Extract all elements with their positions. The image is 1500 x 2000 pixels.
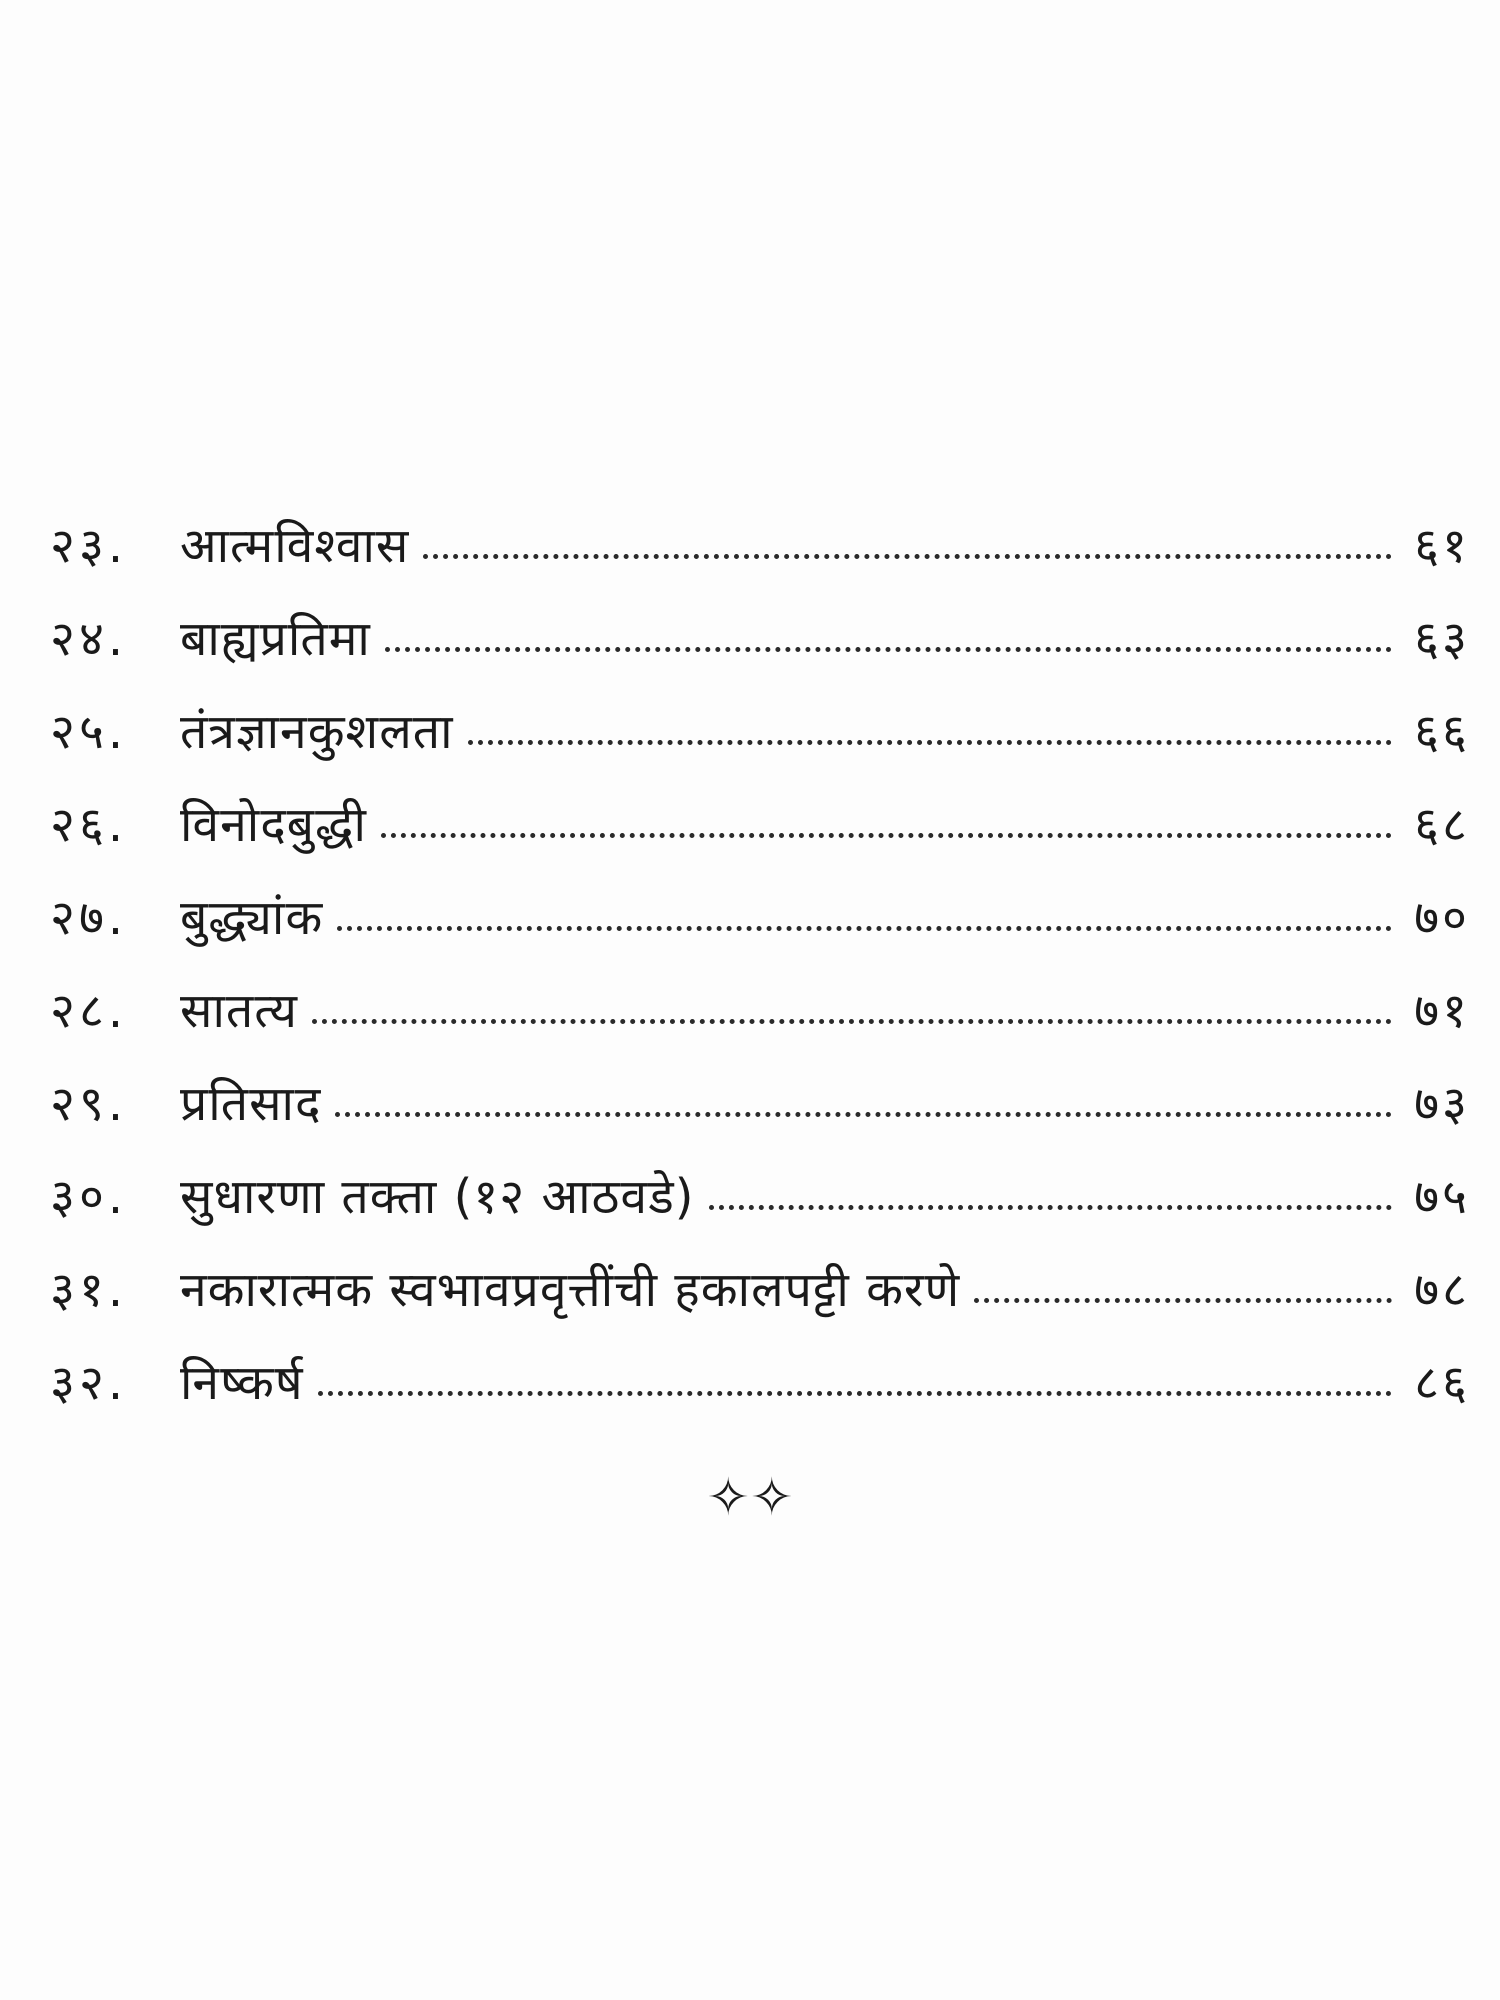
- toc-entry-page: ७०: [1414, 890, 1470, 946]
- toc-entry-29: [50, 1058, 1470, 1151]
- toc-entry-title: विनोदबुद्धी: [180, 797, 367, 853]
- toc-entry-number: ३१.: [50, 1262, 128, 1318]
- toc-entry-page: ७१: [1414, 983, 1470, 1039]
- toc-entry-28: [50, 965, 1470, 1058]
- toc-entry-page: ६३: [1414, 611, 1470, 667]
- dot-leader: [423, 554, 1392, 559]
- dot-leader: [312, 1019, 1392, 1024]
- toc-entry-number: २३.: [50, 518, 128, 574]
- dot-leader: [337, 926, 1392, 931]
- dot-leader: [468, 740, 1392, 745]
- toc-entry-32: [50, 1337, 1470, 1430]
- toc-entry-page: ७८: [1414, 1262, 1470, 1318]
- toc-entry-number: ३२.: [50, 1355, 128, 1411]
- toc-entry-title: निष्कर्ष: [180, 1355, 304, 1411]
- toc-entry-number: २६.: [50, 797, 128, 853]
- toc-entry-31: [50, 1244, 1470, 1337]
- toc-entry-number: ३०.: [50, 1169, 128, 1225]
- toc-entry-26: [50, 779, 1470, 872]
- dot-leader: [335, 1112, 1392, 1117]
- toc-entry-page: ८६: [1414, 1355, 1470, 1411]
- dot-leader: [318, 1391, 1392, 1396]
- toc-entry-title: प्रतिसाद: [180, 1076, 322, 1132]
- toc-entry-title: तंत्रज्ञानकुशलता: [180, 704, 454, 760]
- toc-entry-title: सातत्य: [180, 983, 299, 1039]
- dot-leader: [385, 647, 1392, 652]
- toc-entry-page: ६१: [1414, 518, 1470, 574]
- toc-entry-title: नकारात्मक स्वभावप्रवृत्तींची हकालपट्टी करणे: [180, 1262, 961, 1318]
- toc-entry-30: [50, 1151, 1470, 1244]
- toc-entry-page: ६६: [1414, 704, 1470, 760]
- dot-leader: [381, 833, 1392, 838]
- toc-entry-title: बाह्यप्रतिमा: [180, 611, 371, 667]
- dot-leader: [974, 1298, 1392, 1303]
- toc-entry-page: ७३: [1414, 1076, 1470, 1132]
- toc-entry-27: [50, 872, 1470, 965]
- toc-entry-number: २८.: [50, 983, 128, 1039]
- toc-entry-number: २९.: [50, 1076, 128, 1132]
- table-of-contents: [50, 500, 1470, 1430]
- toc-entry-page: ६८: [1414, 797, 1470, 853]
- toc-entry-number: २४.: [50, 611, 128, 667]
- toc-entry-title: सुधारणा तक्ता (१२ आठवडे): [180, 1169, 695, 1225]
- toc-entry-number: २७.: [50, 890, 128, 946]
- toc-entry-24: [50, 593, 1470, 686]
- end-ornament-icon: ✧✧: [706, 1468, 794, 1528]
- toc-entry-23: [50, 500, 1470, 593]
- toc-entry-title: बुद्ध्यांक: [180, 890, 324, 946]
- toc-entry-25: [50, 686, 1470, 779]
- toc-entry-title: आत्मविश्वास: [180, 518, 410, 574]
- toc-entry-page: ७५: [1414, 1169, 1470, 1225]
- dot-leader: [709, 1205, 1392, 1210]
- toc-entry-number: २५.: [50, 704, 128, 760]
